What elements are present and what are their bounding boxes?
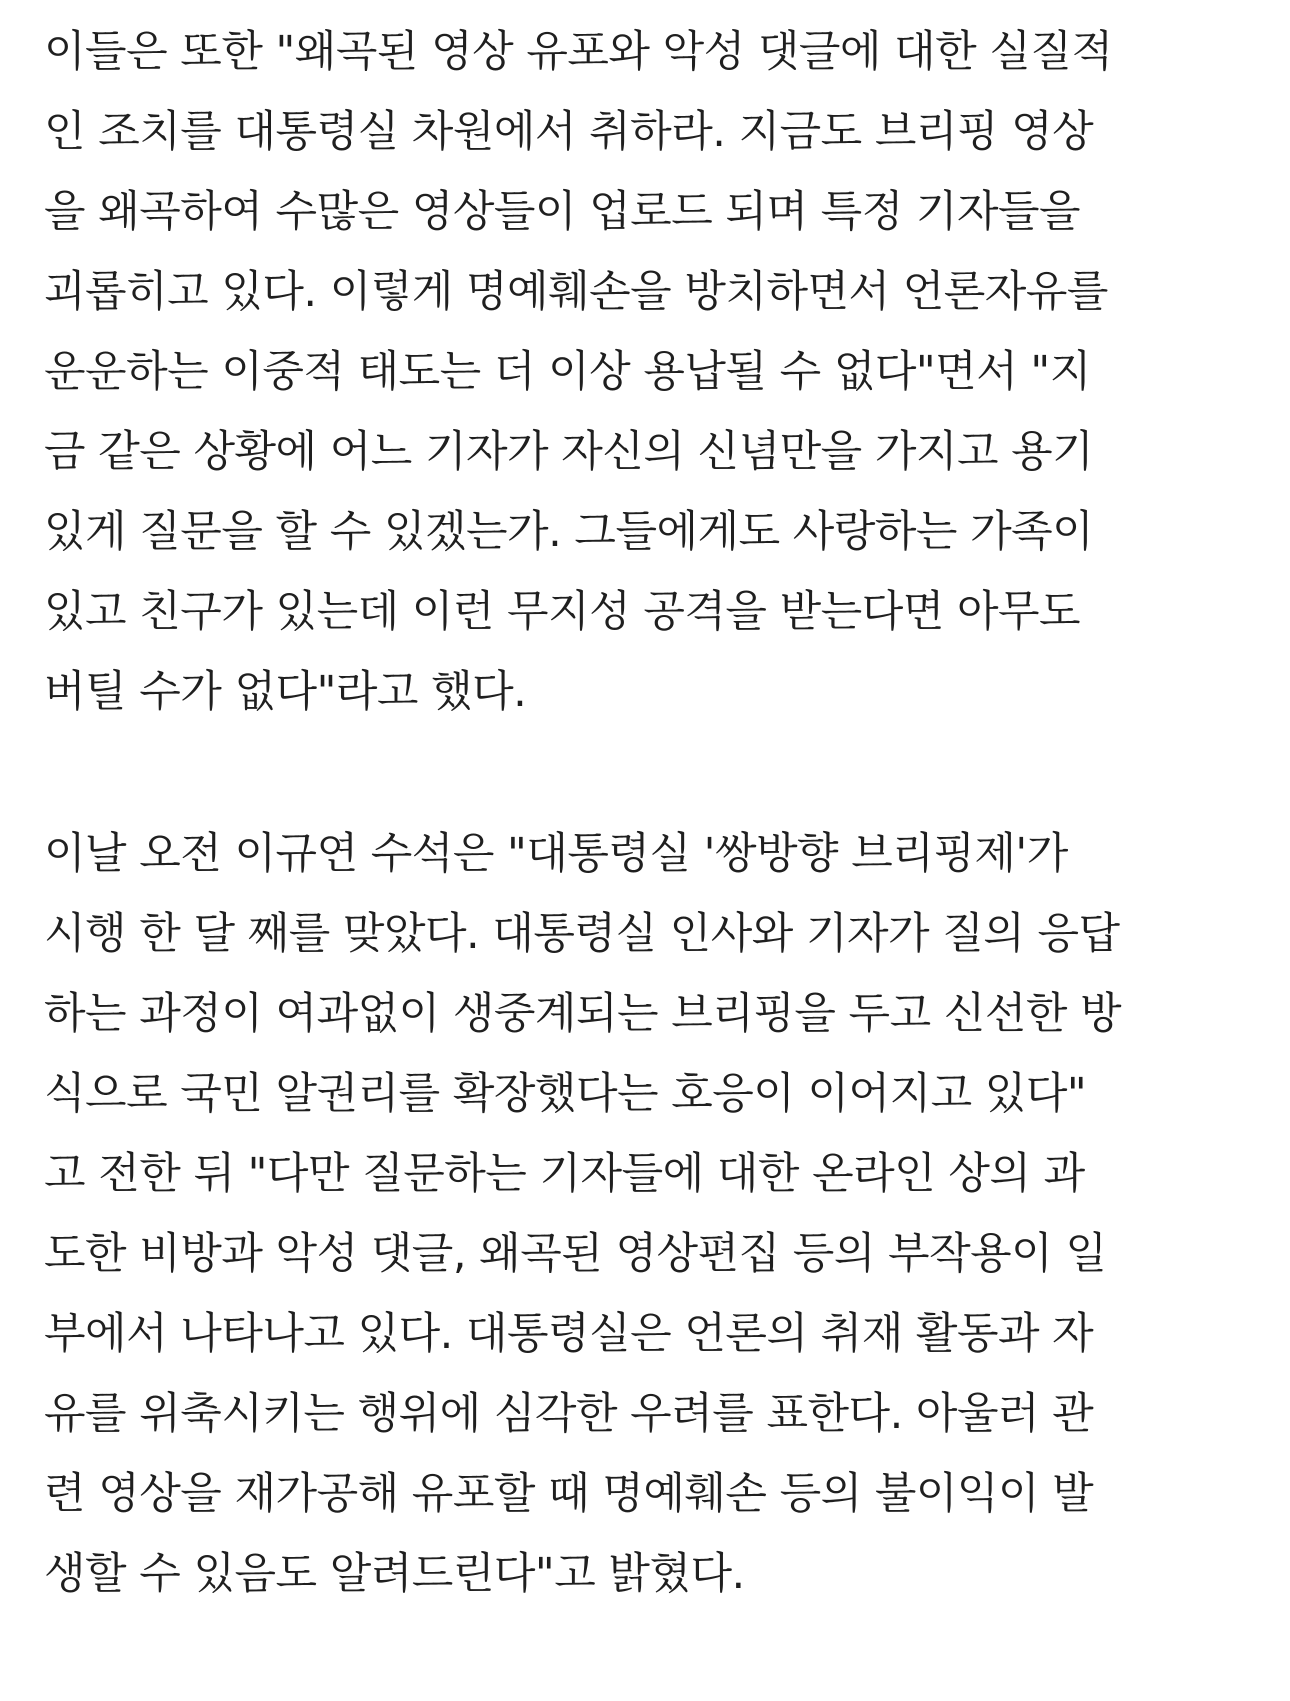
paragraph-line: 생할 수 있음도 알려드린다"고 밝혔다. (44, 1549, 745, 1599)
paragraph-line: 련 영상을 재가공해 유포할 때 명예훼손 등의 불이익이 발 (44, 1469, 1094, 1519)
paragraph-line: 도한 비방과 악성 댓글, 왜곡된 영상편집 등의 부작용이 일 (44, 1229, 1107, 1279)
paragraph-line: 시행 한 달 째를 맞았다. 대통령실 인사와 기자가 질의 응답 (44, 909, 1120, 959)
paragraph-line: 버틸 수가 없다"라고 했다. (44, 667, 527, 717)
article-paragraph-1 (44, 12, 1246, 732)
paragraph-line: 금 같은 상황에 어느 기자가 자신의 신념만을 가지고 용기 (44, 427, 1094, 477)
paragraph-line: 인 조치를 대통령실 차원에서 취하라. 지금도 브리핑 영상 (44, 107, 1094, 157)
paragraph-line: 있게 질문을 할 수 있겠는가. 그들에게도 사랑하는 가족이 (44, 507, 1094, 557)
paragraph-line: 식으로 국민 알권리를 확장했다는 호응이 이어지고 있다" (44, 1069, 1087, 1119)
paragraph-line: 이날 오전 이규연 수석은 "대통령실 '쌍방향 브리핑제'가 (44, 829, 1068, 879)
paragraph-line: 괴롭히고 있다. 이렇게 명예훼손을 방치하면서 언론자유를 (44, 267, 1108, 317)
paragraph-line: 부에서 나타나고 있다. 대통령실은 언론의 취재 활동과 자 (44, 1309, 1094, 1359)
paragraph-line: 있고 친구가 있는데 이런 무지성 공격을 받는다면 아무도 (44, 587, 1081, 637)
article-paragraph-2 (44, 814, 1246, 1614)
paragraph-line: 을 왜곡하여 수많은 영상들이 업로드 되며 특정 기자들을 (44, 187, 1081, 237)
paragraph-line: 운운하는 이중적 태도는 더 이상 용납될 수 없다"면서 "지 (44, 347, 1091, 397)
paragraph-line: 하는 과정이 여과없이 생중계되는 브리핑을 두고 신선한 방 (44, 989, 1122, 1039)
paragraph-line: 유를 위축시키는 행위에 심각한 우려를 표한다. 아울러 관 (44, 1389, 1094, 1439)
paragraph-line: 고 전한 뒤 "다만 질문하는 기자들에 대한 온라인 상의 과 (44, 1149, 1085, 1199)
paragraph-line: 이들은 또한 "왜곡된 영상 유포와 악성 댓글에 대한 실질적 (44, 27, 1113, 77)
